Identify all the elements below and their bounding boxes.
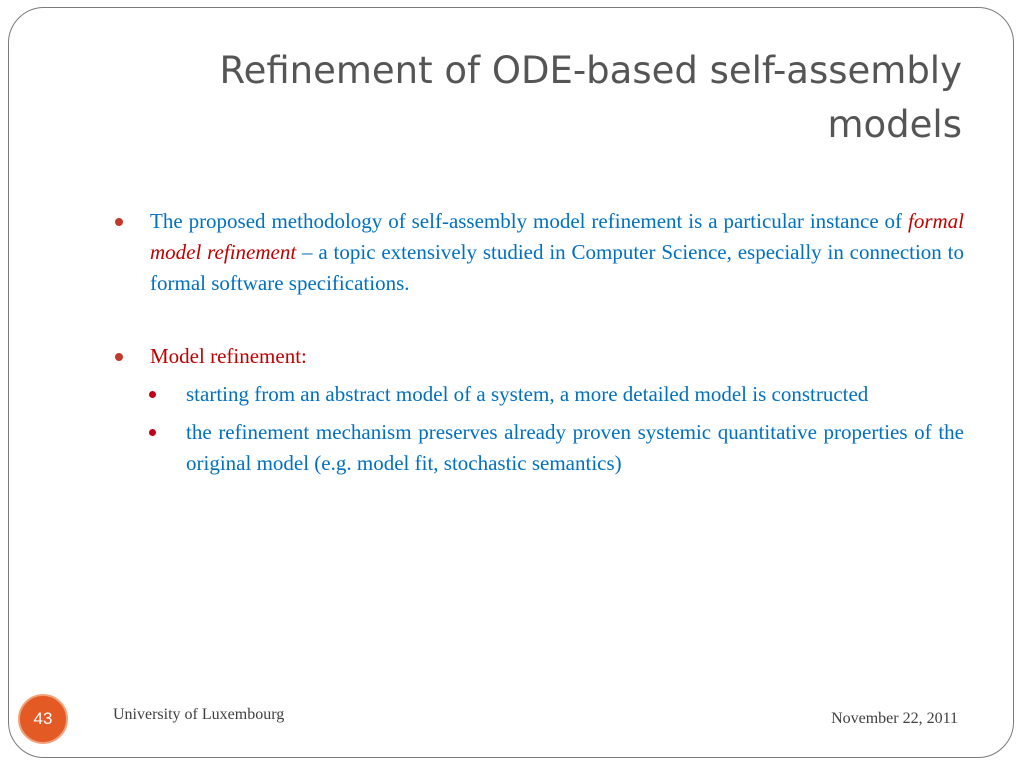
footer-date: November 22, 2011 [831,710,958,727]
sub-bullet-dot-icon [149,391,156,398]
sub-bullet-refinement-mechanism-text: the refinement mechanism preserves already proven systemic quantitative properties of the original model (e.g. model fit, stochastic semantics) [186,420,964,475]
page-number: 43 [33,709,53,728]
bullet-methodology [108,206,964,299]
page-number-badge [18,694,68,744]
sub-bullet-dot-icon [149,429,156,436]
sub-bullet-abstract-model-text: starting from an abstract model of a system, a more detailed model is constructed [186,382,869,406]
sub-bullet-refinement-mechanism [144,417,964,479]
footer-organization: University of Luxembourg [113,706,285,723]
bullet-methodology-text-2: – a topic extensively studied in Computer Science, especially in connection to formal software specifications. [150,240,964,295]
bullet-dot-icon [115,218,123,226]
sub-bullet-abstract-model [144,379,964,410]
formal-model-refinement-emphasis: formal model refinement [150,209,964,264]
bullet-dot-icon [115,353,123,361]
bullet-model-refinement [108,341,964,372]
bullet-methodology-text-1: The proposed methodology of self-assembly model refinement is a particular instance of [150,209,908,233]
slide-content [108,206,964,479]
title-line-1: Refinement of ODE-based self-assembly [219,49,962,92]
slide-title [142,44,962,152]
model-refinement-heading: Model refinement: [150,344,307,368]
title-line-2: models [827,103,962,146]
